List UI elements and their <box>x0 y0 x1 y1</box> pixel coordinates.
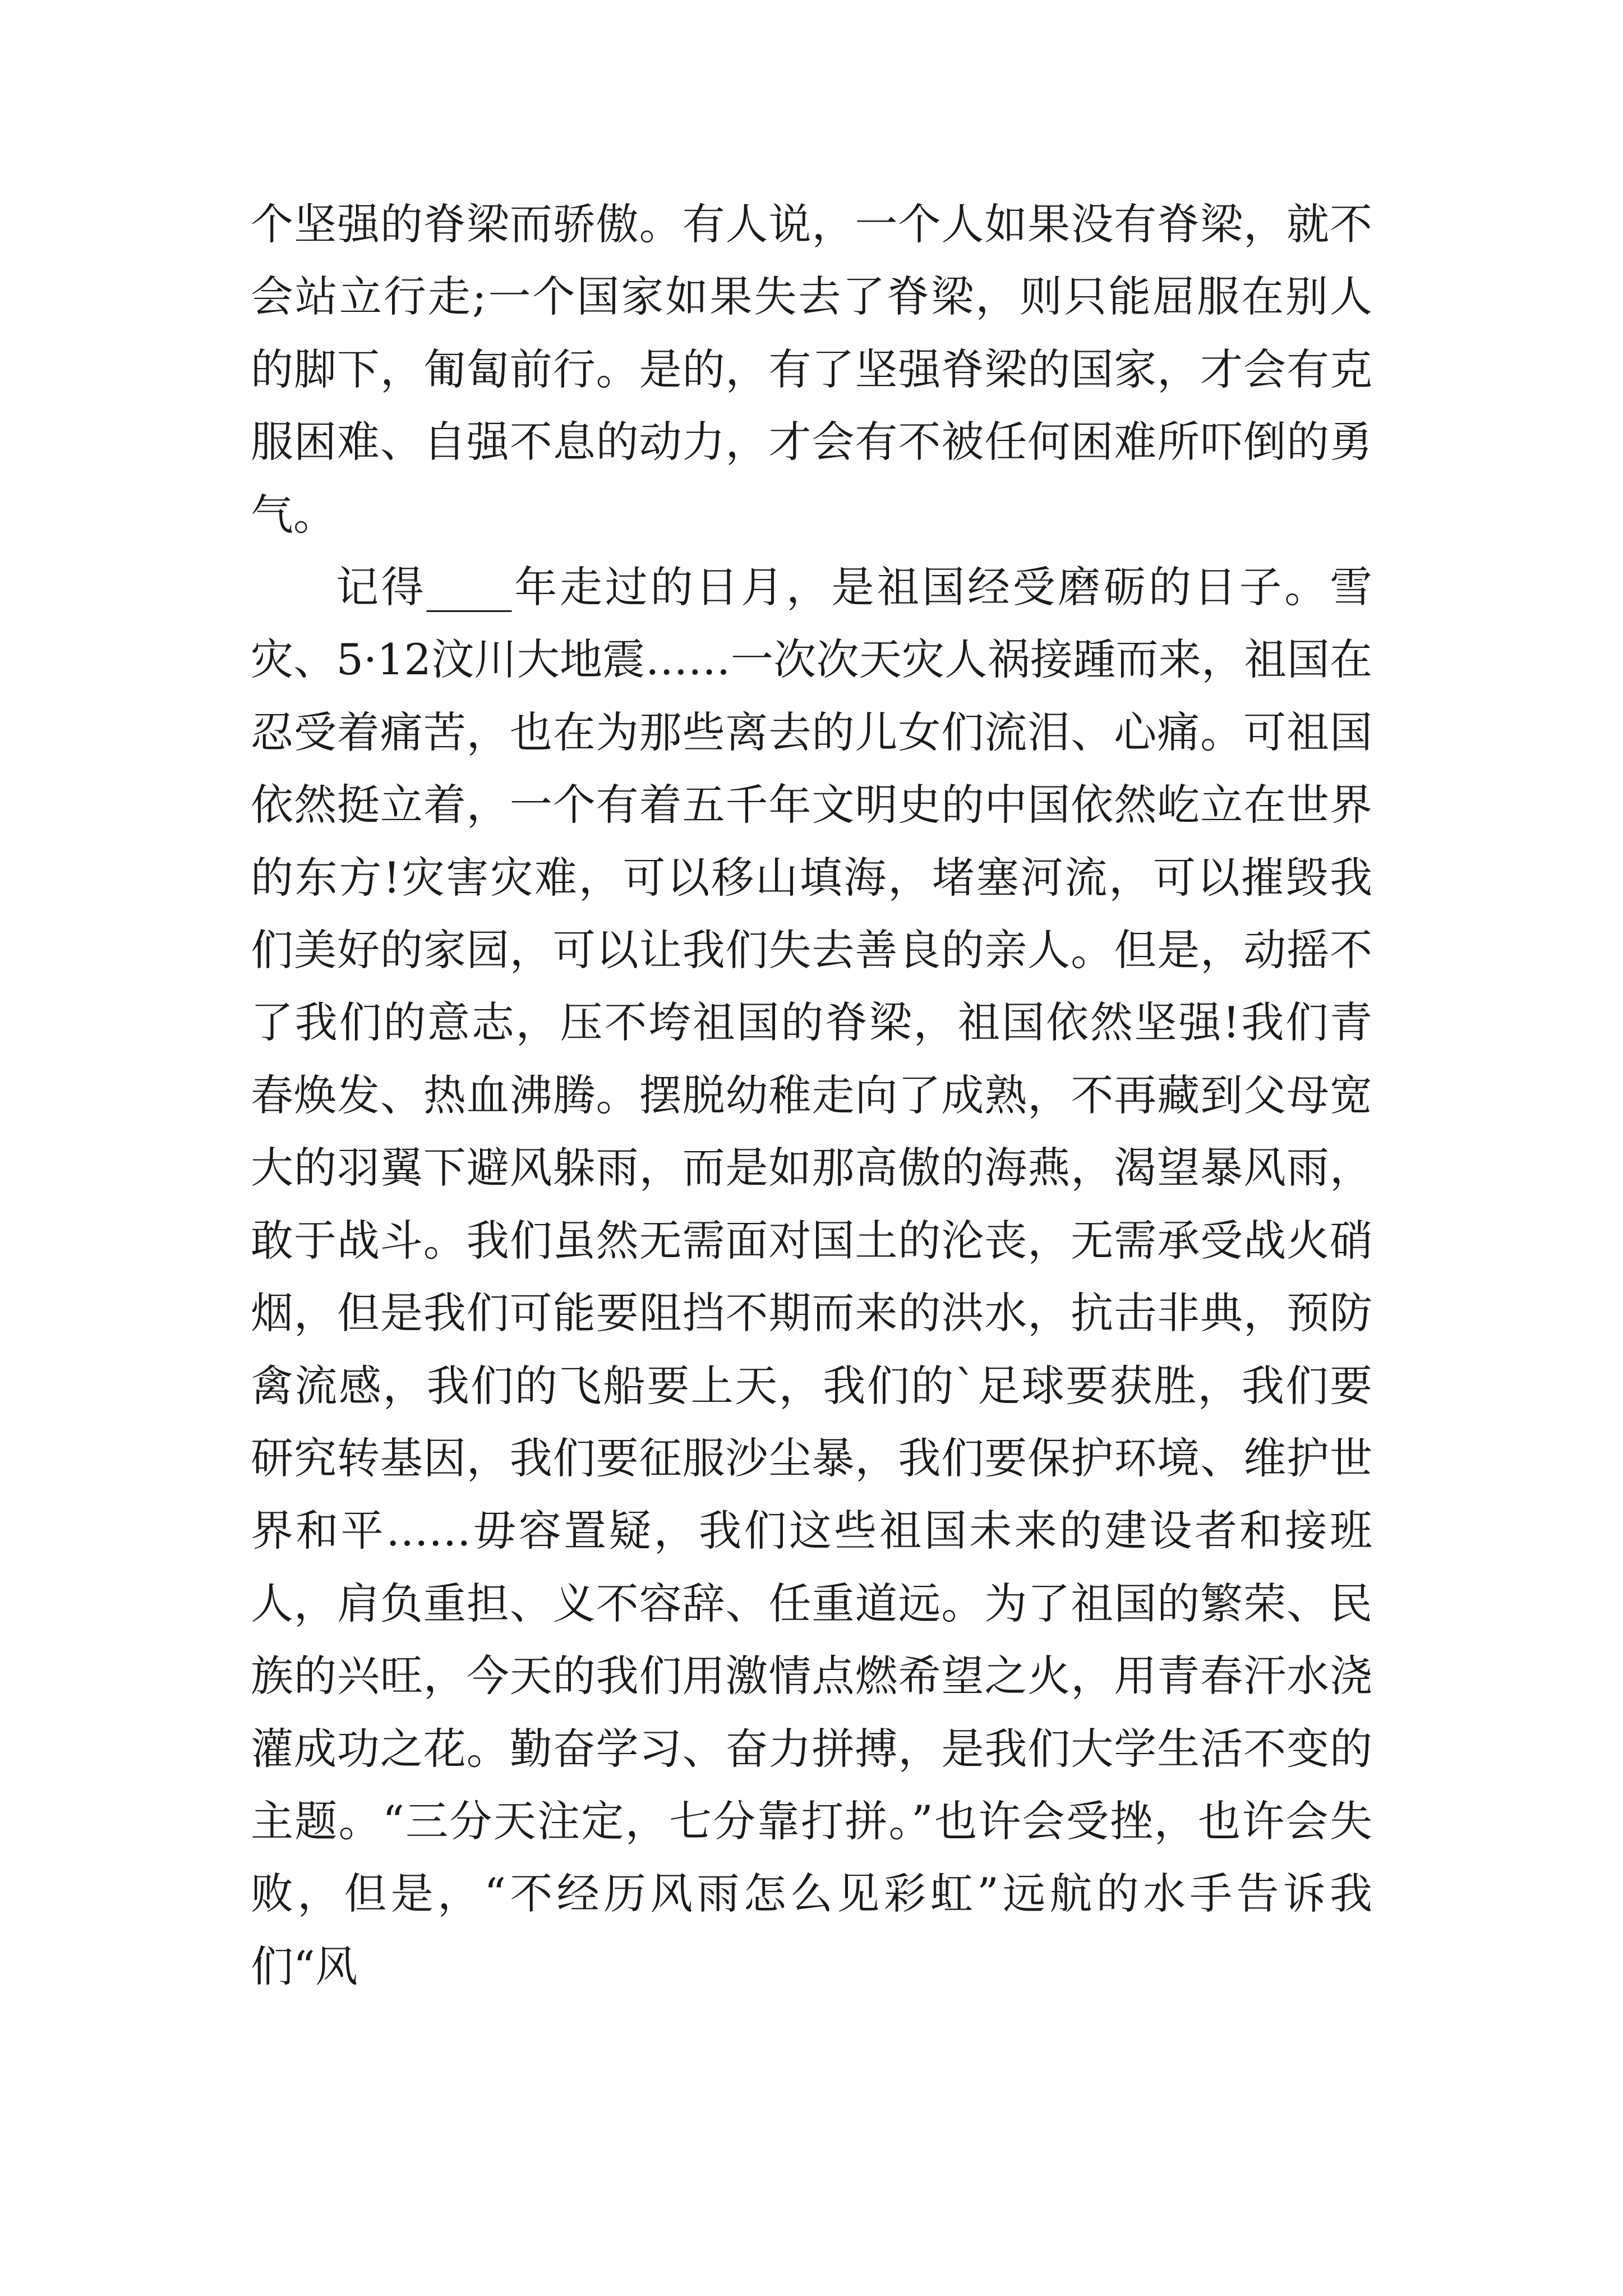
paragraph-2: 记得____年走过的日月，是祖国经受磨砺的日子。雪灾、5·12汶川大地震……一次次天灾人祸接踵而来，祖国在忍受着痛苦，也在为那些离去的儿女们流泪、心痛。可祖国依然挺立着，一个有着五千年文明史的中国依然屹立在世界的东方!灾害灾难，可以移山填海，堵塞河流，可以摧毁我们美好的家园，可以让我们失去善良的亲人。但是，动摇不了我们的意志，压不垮祖国的脊梁，祖国依然坚强!我们青春焕发、热血沸腾。摆脱幼稚走向了成熟，不再藏到父母宽大的羽翼下避风躲雨，而是如那高傲的海燕，渴望暴风雨，敢于战斗。我们虽然无需面对国土的沦丧，无需承受战火硝烟，但是我们可能要阻挡不期而来的洪水，抗击非典，预防禽流感，我们的飞船要上天，我们的`足球要获胜，我们要研究转基因，我们要征服沙尘暴，我们要保护环境、维护世界和平……毋容置疑，我们这些祖国未来的建设者和接班人，肩负重担、义不容辞、任重道远。为了祖国的繁荣、民族的兴旺，今天的我们用激情点燃希望之火，用青春汗水浇灌成功之花。勤奋学习、奋力拼搏，是我们大学生活不变的主题。“三分天注定，七分靠打拼。”也许会受挫，也许会失败，但是，“不经历风雨怎么见彩虹”远航的水手告诉我们“风 <box>251 562 1372 1991</box>
document-body <box>251 188 1372 2003</box>
paragraph-1: 个坚强的脊梁而骄傲。有人说，一个人如果没有脊梁，就不会站立行走;一个国家如果失去了脊梁，则只能屈服在别人的脚下，匍匐前行。是的，有了坚强脊梁的国家，才会有克服困难、自强不息的动力，才会有不被任何困难所吓倒的勇气。 <box>251 199 1372 540</box>
